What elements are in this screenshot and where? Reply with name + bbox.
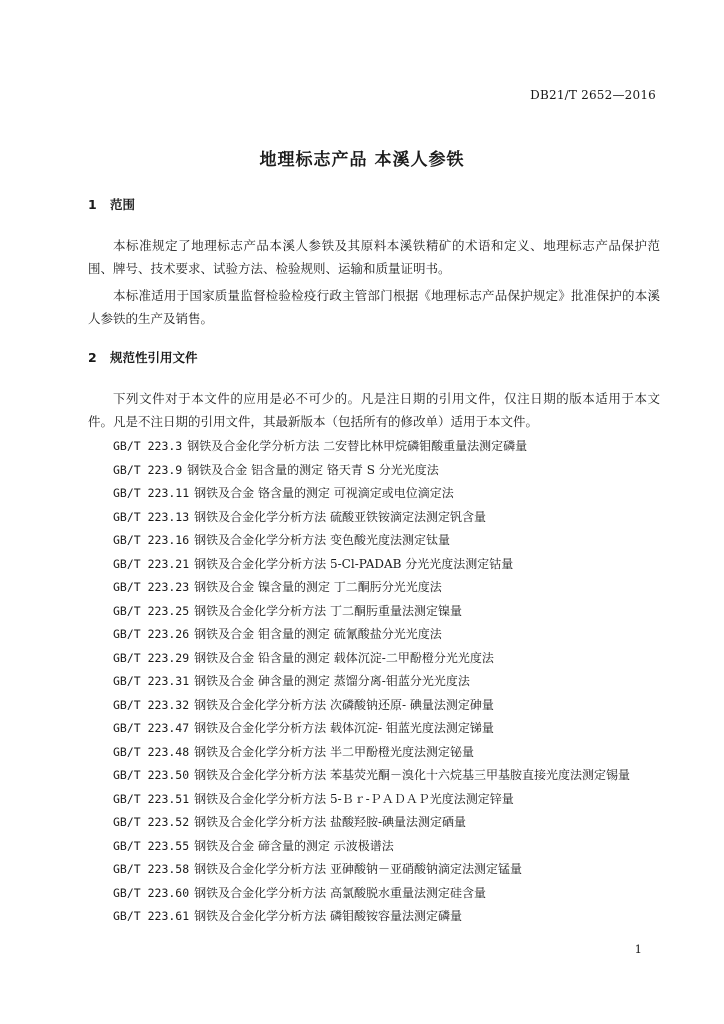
reference-item: [113, 600, 673, 624]
reference-item: [113, 811, 673, 835]
reference-code: GB/T 223.26: [113, 627, 190, 641]
reference-title: 钢铁及合金化学分析方法 硫酸亚铁铵滴定法测定钒含量: [194, 509, 486, 524]
scope-paragraph-1: 本标准规定了地理标志产品本溪人参铁及其原料本溪铁精矿的术语和定义、地理标志产品保护范围、牌号、技术要求、试验方法、检验规则、运输和质量证明书。: [88, 238, 660, 276]
reference-code: GB/T 223.52: [113, 815, 190, 829]
reference-title: 钢铁及合金化学分析方法 磷钼酸铵容量法测定磷量: [194, 909, 462, 923]
reference-code: GB/T 223.13: [113, 509, 190, 524]
reference-title: 钢铁及合金 镍含量的测定 丁二酮肟分光光度法: [194, 580, 442, 594]
reference-item: [113, 529, 673, 553]
reference-title: 钢铁及合金化学分析方法 载体沉淀- 钼蓝光度法测定锑量: [194, 721, 494, 735]
reference-item: [113, 788, 673, 812]
reference-title: 钢铁及合金化学分析方法 半二甲酚橙光度法测定铋量: [194, 744, 474, 759]
reference-title: 钢铁及合金 铬含量的测定 可视滴定或电位滴定法: [194, 486, 454, 500]
reference-title: 钢铁及合金化学分析方法 5-Cl-PADAB 分光光度法测定钴量: [194, 556, 514, 571]
reference-code: GB/T 223.9: [113, 462, 183, 477]
reference-code: GB/T 223.50: [113, 768, 190, 782]
reference-title: 钢铁及合金化学分析方法 亚砷酸钠－亚硝酸钠滴定法测定锰量: [194, 862, 522, 876]
reference-code: GB/T 223.3: [113, 439, 183, 453]
reference-code: GB/T 223.29: [113, 650, 190, 665]
reference-code: GB/T 223.32: [113, 697, 190, 712]
reference-title: 钢铁及合金化学分析方法 丁二酮肟重量法测定镍量: [194, 603, 462, 618]
reference-title: 钢铁及合金 铅含量的测定 载体沉淀-二甲酚橙分光光度法: [194, 650, 494, 665]
standard-code: DB21/T 2652—2016: [530, 88, 656, 102]
reference-code: GB/T 223.16: [113, 533, 190, 547]
reference-item: [113, 506, 673, 530]
reference-code: GB/T 223.51: [113, 791, 190, 806]
reference-item: [113, 459, 673, 483]
reference-title: 钢铁及合金化学分析方法 5-Ｂｒ-ＰＡＤＡＰ光度法测定锌量: [194, 791, 514, 806]
section-title: 范围: [110, 197, 136, 212]
reference-item: [113, 482, 673, 506]
reference-code: GB/T 223.60: [113, 885, 190, 900]
reference-code: GB/T 223.48: [113, 744, 190, 759]
reference-title: 钢铁及合金化学分析方法 高氯酸脱水重量法测定硅含量: [194, 885, 486, 900]
reference-item: [113, 553, 673, 577]
reference-title: 钢铁及合金化学分析方法 二安替比林甲烷磷钼酸重量法测定磷量: [187, 439, 528, 453]
reference-title: 钢铁及合金化学分析方法 盐酸羟胺-碘量法测定硒量: [194, 815, 467, 829]
section-number: 1: [88, 197, 97, 212]
reference-title: 钢铁及合金化学分析方法 次磷酸钠还原- 碘量法测定砷量: [194, 697, 494, 712]
reference-title: 钢铁及合金化学分析方法 苯基荧光酮－溴化十六烷基三甲基胺直接光度法测定锡量: [194, 768, 630, 782]
reference-item: [113, 694, 673, 718]
reference-code: GB/T 223.47: [113, 721, 190, 735]
reference-title: 钢铁及合金 砷含量的测定 蒸馏分离-钼蓝分光光度法: [194, 674, 470, 688]
reference-item: [113, 717, 673, 741]
reference-item: [113, 435, 673, 459]
reference-item: [113, 741, 673, 765]
reference-code: GB/T 223.11: [113, 486, 190, 500]
section-number: 2: [88, 350, 97, 365]
reference-item: [113, 623, 673, 647]
reference-item: [113, 882, 673, 906]
section-title: 规范性引用文件: [110, 350, 198, 365]
reference-item: [113, 576, 673, 600]
reference-title: 钢铁及合金 钼含量的测定 硫氰酸盐分光光度法: [194, 627, 442, 641]
reference-code: GB/T 223.58: [113, 862, 190, 876]
reference-title: 钢铁及合金 碲含量的测定 示波极谱法: [194, 838, 394, 853]
reference-code: GB/T 223.23: [113, 580, 190, 594]
reference-list: [113, 435, 673, 929]
reference-item: [113, 764, 673, 788]
reference-code: GB/T 223.31: [113, 674, 190, 688]
reference-item: [113, 858, 673, 882]
section-heading-normative-references: [88, 348, 198, 366]
reference-item: [113, 835, 673, 859]
references-intro: 下列文件对于本文件的应用是必不可少的。凡是注日期的引用文件，仅注日期的版本适用于本文件。凡是不注日期的引用文件，其最新版本（包括所有的修改单）适用于本文件。: [88, 391, 660, 429]
document-title: 地理标志产品 本溪人参铁: [259, 150, 465, 170]
reference-code: GB/T 223.25: [113, 603, 190, 618]
page-number: 1: [634, 942, 642, 956]
reference-item: [113, 670, 673, 694]
reference-code: GB/T 223.61: [113, 909, 190, 923]
reference-code: GB/T 223.55: [113, 838, 190, 853]
reference-item: [113, 647, 673, 671]
reference-item: [113, 905, 673, 929]
reference-code: GB/T 223.21: [113, 556, 190, 571]
section-heading-scope: [88, 195, 135, 213]
scope-paragraph-2: 本标准适用于国家质量监督检验检疫行政主管部门根据《地理标志产品保护规定》批准保护的本溪人参铁的生产及销售。: [88, 288, 660, 326]
reference-title: 钢铁及合金 铝含量的测定 铬天青 S 分光光度法: [187, 462, 439, 477]
reference-title: 钢铁及合金化学分析方法 变色酸光度法测定钛量: [194, 533, 450, 547]
